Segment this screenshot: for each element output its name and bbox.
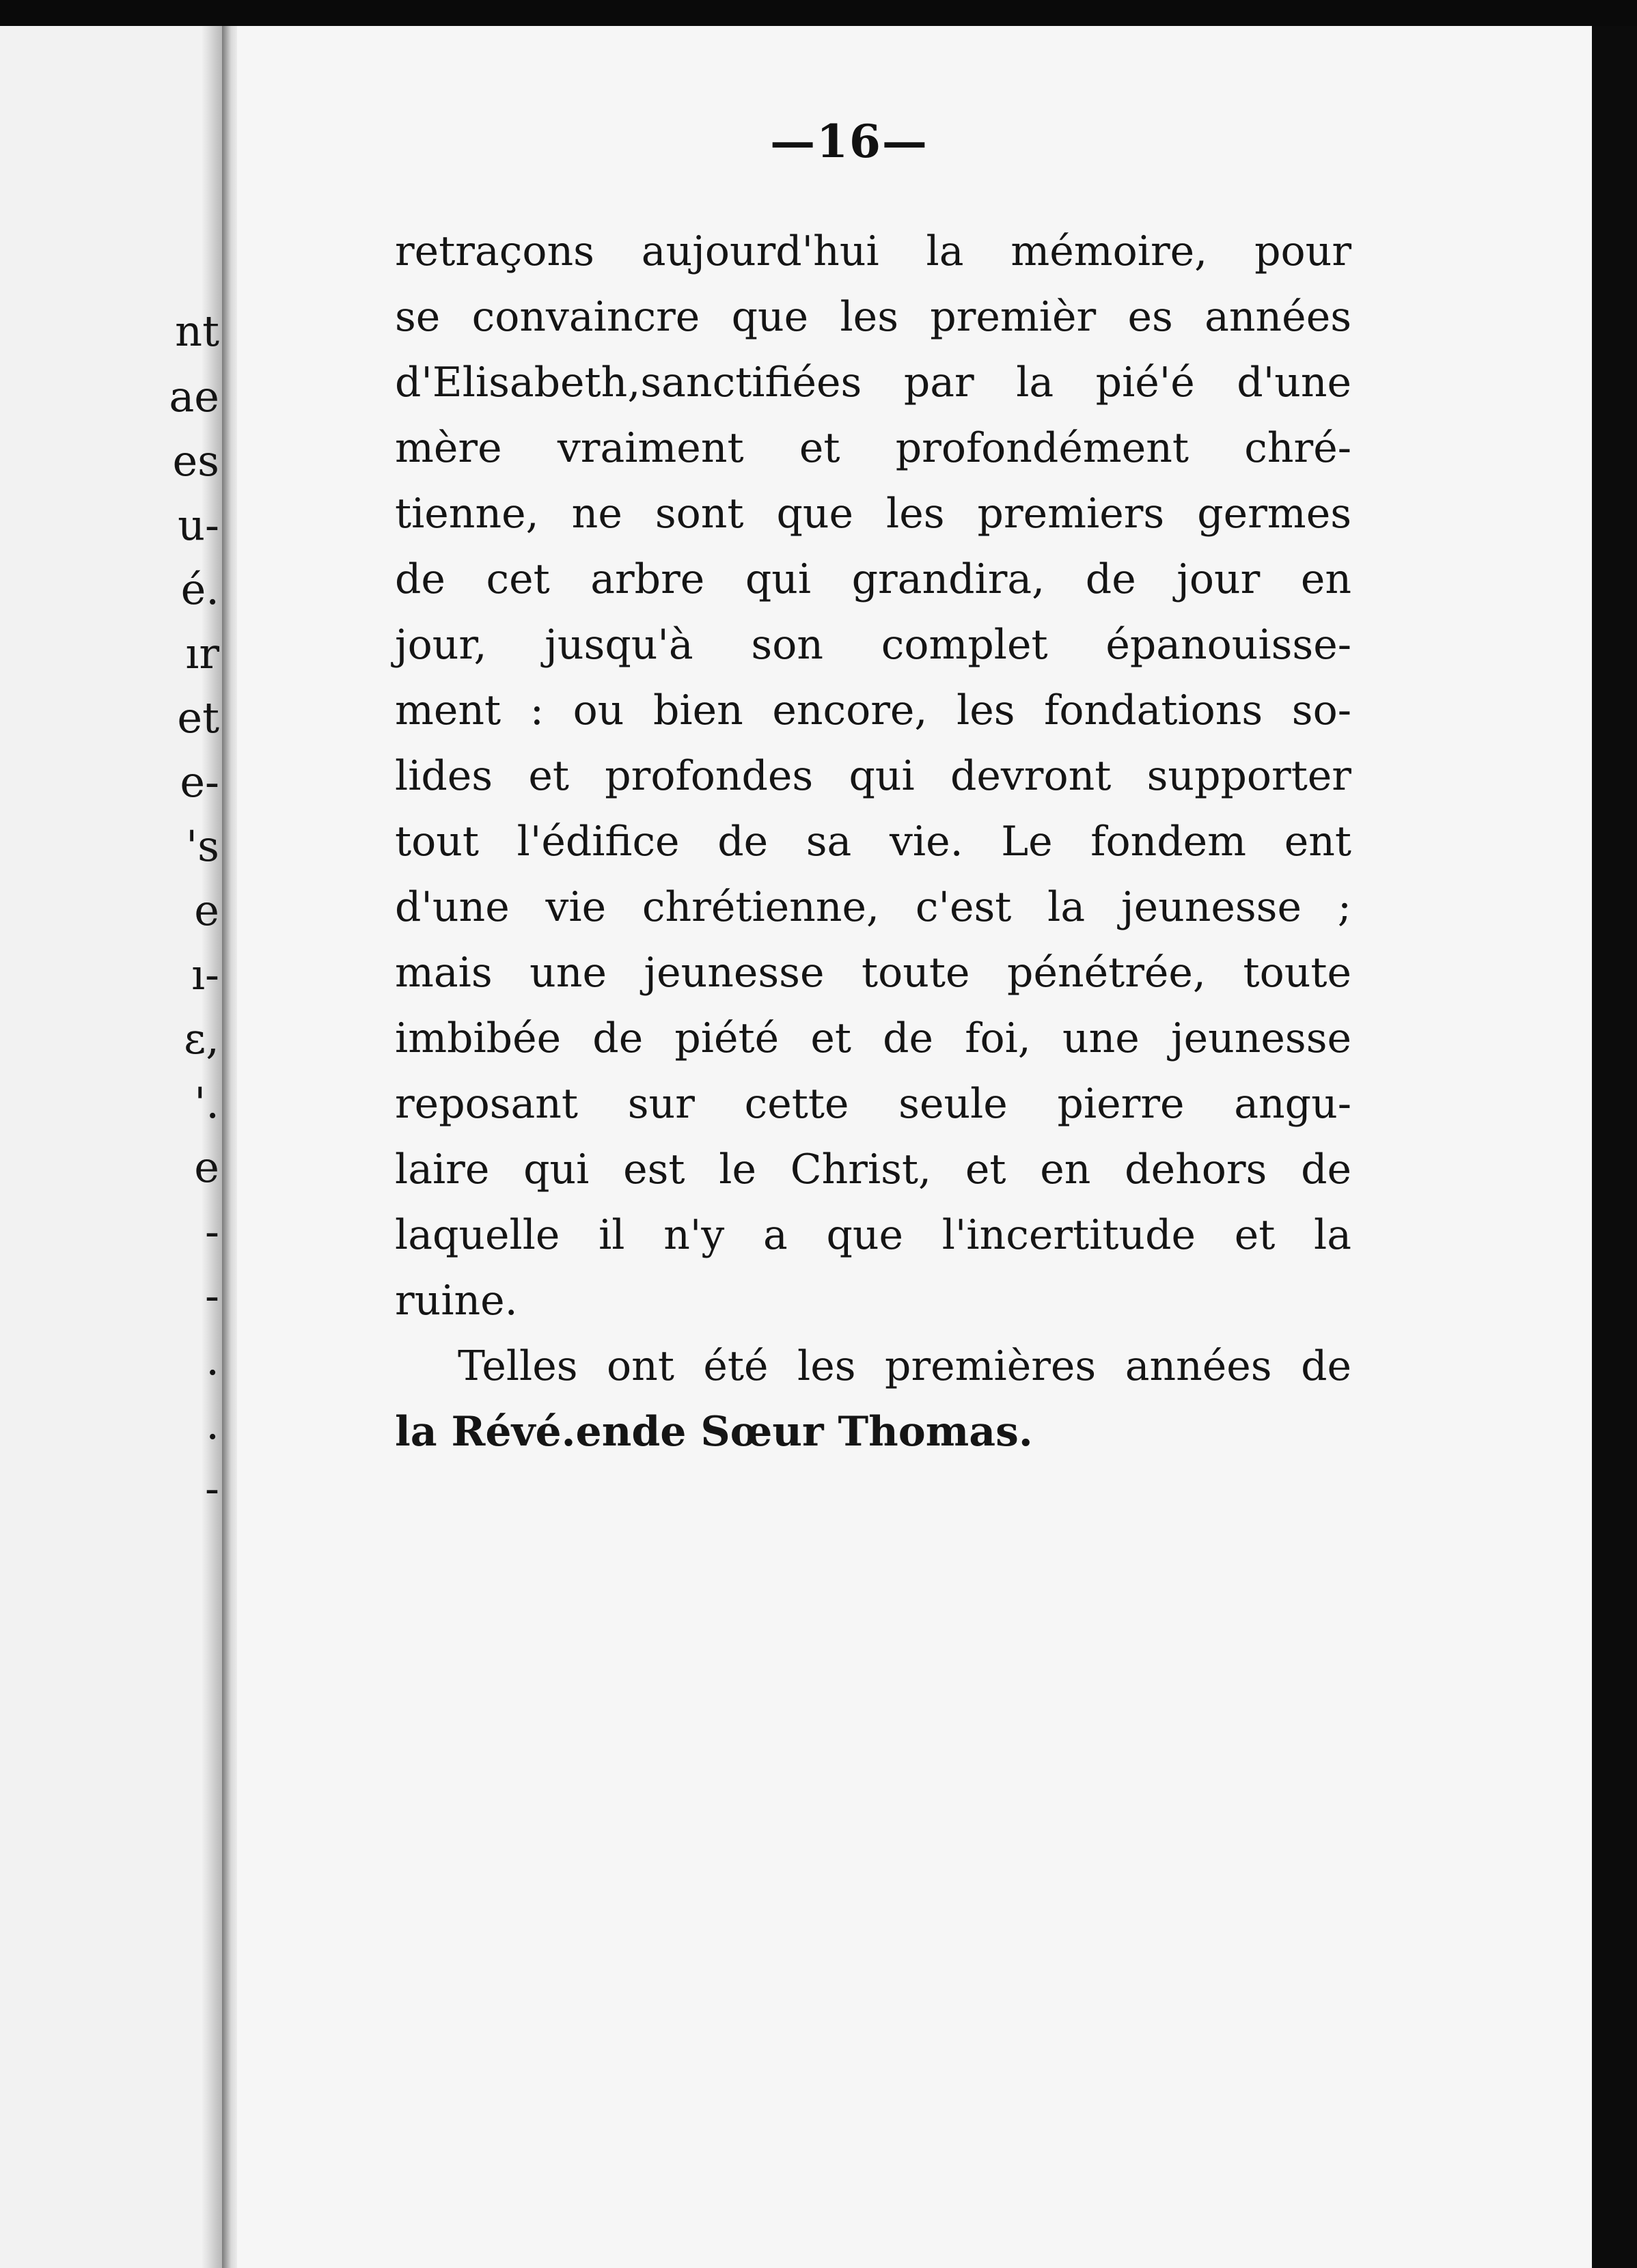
text-line: de cet arbre qui grandira, de jour en	[395, 555, 1351, 603]
page-number: —16—	[770, 115, 928, 168]
text-line: mère vraiment et profondément chré-	[395, 424, 1351, 472]
left-page-fragment: 's	[186, 821, 219, 871]
left-page-fragment: ır	[185, 628, 219, 678]
left-page-fragment: u-	[178, 500, 219, 550]
text-line: ruine.	[395, 1277, 518, 1325]
scan-right-border	[1592, 26, 1637, 2268]
left-page-fragment: ae	[169, 372, 219, 421]
text-line: la Révé.ende Sœur Thomas.	[395, 1408, 1033, 1456]
text-line: mais une jeunesse toute pénétrée, toute	[395, 949, 1351, 997]
left-page-fragment: -	[205, 1271, 219, 1320]
text-line: tienne, ne sont que les premiers germes	[395, 490, 1351, 538]
text-line: jour, jusqu'à son complet épanouisse-	[395, 621, 1351, 669]
left-page-fragment: e	[194, 885, 219, 935]
body-text	[395, 219, 1351, 1465]
previous-page-edge	[0, 26, 222, 2268]
scan-top-border	[0, 0, 1637, 26]
text-line: imbibée de piété et de foi, une jeunesse	[395, 1014, 1351, 1062]
left-page-fragment: et	[177, 693, 219, 743]
left-page-fragment: ɛ,	[184, 1014, 219, 1064]
left-page-fragment: es	[172, 436, 219, 486]
text-line: retraçons aujourd'hui la mémoire, pour	[395, 227, 1351, 275]
text-line: tout l'édifice de sa vie. Le fondem ent	[395, 818, 1351, 866]
left-page-fragment: nt	[175, 306, 219, 356]
left-page-fragment: '.	[194, 1078, 219, 1128]
text-line: Telles ont été les premières années de	[458, 1342, 1351, 1390]
left-page-fragment: .	[206, 1399, 219, 1449]
left-page-fragment: e-	[180, 757, 219, 807]
text-line: laquelle il n'y a que l'incertitude et la	[395, 1211, 1351, 1259]
text-line: se convaincre que les premièr es années	[395, 293, 1351, 341]
text-line: ment : ou bien encore, les fondations so-	[395, 687, 1351, 734]
text-line: laire qui est le Christ, et en dehors de	[395, 1146, 1351, 1193]
text-line: lides et profondes qui devront supporter	[395, 752, 1351, 800]
book-gutter	[222, 26, 237, 2268]
text-line: d'une vie chrétienne, c'est la jeunesse ;	[395, 883, 1351, 931]
left-page-fragment: é.	[180, 564, 219, 614]
left-page-fragment: .	[206, 1335, 219, 1385]
left-page-fragment: -	[205, 1463, 219, 1513]
left-page-fragment: ı-	[191, 950, 219, 999]
text-line: reposant sur cette seule pierre angu-	[395, 1080, 1351, 1128]
left-page-fragment: -	[205, 1206, 219, 1256]
text-line: d'Elisabeth,sanctifiées par la pié'é d'une	[395, 359, 1351, 406]
left-page-fragment: e	[194, 1142, 219, 1192]
